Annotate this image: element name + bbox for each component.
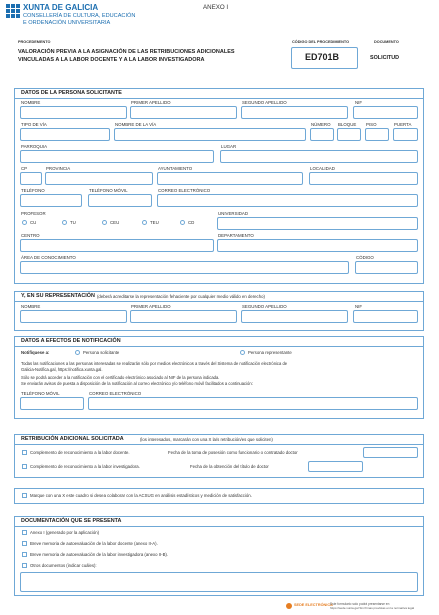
nombre-via-label: NOMBRE DE LA VÍA xyxy=(115,122,157,127)
doc-col-label: DOCUMENTO xyxy=(374,40,399,44)
retribution-docente-date-field[interactable] xyxy=(363,447,418,458)
prof-tu-label: TU xyxy=(70,220,76,225)
procedure-col-label: PROCEDEMENTO xyxy=(18,40,51,44)
prof-teu-label: TEU xyxy=(150,220,159,225)
code-col-label: CÓDIGO DEL PROCEDIMIENTO xyxy=(292,40,350,44)
nombre-label: NOMBRE xyxy=(21,100,41,105)
doc-memoria-docente-label: Breve memoria de autoevaluación de la labor docente (anexo II-A). xyxy=(30,541,158,546)
xunta-emblem-icon xyxy=(6,4,20,18)
procedure-code: ED701B xyxy=(305,52,340,62)
puerta-field[interactable] xyxy=(393,128,418,141)
notify-movil-label: TELÉFONO MÓVIL xyxy=(21,391,60,396)
doc-otros-field[interactable] xyxy=(20,572,418,592)
footer-note-1: Este formulario solo podrá presentarse en xyxy=(330,602,390,606)
prof-cd-label: CD xyxy=(188,220,195,225)
nif-label: NIF xyxy=(355,100,363,105)
bloque-label: BLOQUE xyxy=(338,122,357,127)
segundo-apellido-label: SEGUNDO APELLIDO xyxy=(242,100,287,105)
bloque-field[interactable] xyxy=(337,128,361,141)
nif-field[interactable] xyxy=(353,106,418,119)
retribution-investigadora-checkbox[interactable] xyxy=(22,464,27,469)
doc-type: SOLICITUD xyxy=(370,55,400,61)
documentation-title: DOCUMENTACIÓN QUE SE PRESENTA xyxy=(21,518,122,524)
piso-field[interactable] xyxy=(365,128,389,141)
centro-label: CENTRO xyxy=(21,233,40,238)
rep-segundo-apellido-label: SEGUNDO APELLIDO xyxy=(242,304,287,309)
prof-cu-label: CU xyxy=(30,220,37,225)
acsug-checkbox[interactable] xyxy=(22,493,27,498)
universidad-field[interactable] xyxy=(217,217,418,230)
applicant-title: DATOS DE LA PERSONA SOLICITANTE xyxy=(21,90,122,96)
piso-label: PISO xyxy=(366,122,377,127)
notify-solicitante-label: Persona solicitante xyxy=(83,350,120,355)
numero-label: NÚMERO xyxy=(311,122,331,127)
doc-memoria-docente-checkbox[interactable] xyxy=(22,541,27,546)
telefono-movil-field[interactable] xyxy=(88,194,152,207)
rep-primer-apellido-label: PRIMER APELLIDO xyxy=(131,304,171,309)
rep-nif-label: NIF xyxy=(355,304,363,309)
departamento-field[interactable] xyxy=(217,239,418,252)
centro-field[interactable] xyxy=(20,239,214,252)
area-label: ÁREA DE CONOCIMIENTO xyxy=(21,255,76,260)
retribution-docente-checkbox[interactable] xyxy=(22,450,27,455)
prof-ceu-radio[interactable] xyxy=(102,220,107,225)
doc-anexo-i-checkbox[interactable] xyxy=(22,530,27,535)
retribution-investigadora-date-field[interactable] xyxy=(308,461,363,472)
lugar-label: LUGAR xyxy=(221,144,237,149)
notify-solicitante-radio[interactable] xyxy=(75,350,80,355)
acsug-text: Marque con una X este cuadro si desea colaborar con la ACSUG en análisis estadísticos y medición de satisfacción. xyxy=(30,493,252,498)
lugar-field[interactable] xyxy=(220,150,418,163)
localidad-label: LOCALIDAD xyxy=(310,166,335,171)
area-field[interactable] xyxy=(20,261,349,274)
xunta-logo xyxy=(6,4,20,18)
prof-cd-radio[interactable] xyxy=(180,220,185,225)
localidad-field[interactable] xyxy=(309,172,418,185)
procedure-title-2: VINCULADAS A LA LABOR DOCENTE Y A LA LABOR INVESTIGADORA xyxy=(18,57,205,63)
doc-otros-label: Otros documentos (indicar cuáles): xyxy=(30,563,97,568)
cp-label: CP xyxy=(21,166,28,171)
notification-title: DATOS A EFECTOS DE NOTIFICACIÓN xyxy=(21,338,121,344)
representation-title: Y, EN SU REPRESENTACIÓN xyxy=(21,293,95,299)
doc-memoria-investigadora-label: Breve memoria de autoevaluación de la labor investigadora (anexo II-B). xyxy=(30,552,169,557)
annex-label: ANEXO I xyxy=(203,4,229,11)
prof-tu-radio[interactable] xyxy=(62,220,67,225)
rep-nombre-label: NOMBRE xyxy=(21,304,41,309)
retribution-title: RETRIBUCIÓN ADICIONAL SOLICITADA xyxy=(21,436,124,442)
parroquia-field[interactable] xyxy=(20,150,214,163)
primer-apellido-field[interactable] xyxy=(130,106,237,119)
notification-text-3: Sólo se podrá acceder a la notificación con el certificado electrónico asociado al NIF de la persona indicada. xyxy=(21,375,220,380)
notify-correo-label: CORREO ELECTRÓNICO xyxy=(89,391,142,396)
notify-to-label: Notifíquese a: xyxy=(21,350,50,355)
retribution-investigadora-date-label: Fecha de la obtención del título de doctor xyxy=(190,464,269,469)
prof-cu-radio[interactable] xyxy=(22,220,27,225)
prof-teu-radio[interactable] xyxy=(142,220,147,225)
retribution-docente-label: Complemento de reconocimiento a la labor docente. xyxy=(30,450,130,455)
codigo-label: CÓDIGO xyxy=(356,255,374,260)
doc-otros-checkbox[interactable] xyxy=(22,563,27,568)
primer-apellido-label: PRIMER APELLIDO xyxy=(131,100,171,105)
correo-field[interactable] xyxy=(157,194,418,207)
departamento-label: DEPARTAMENTO xyxy=(218,233,254,238)
telefono-movil-label: TELÉFONO MÓVIL xyxy=(89,188,128,193)
doc-anexo-i-label: Anexo I (generado por la aplicación) xyxy=(30,530,100,535)
notify-representante-radio[interactable] xyxy=(240,350,245,355)
provincia-label: PROVINCIA xyxy=(46,166,71,171)
parroquia-label: PARROQUIA xyxy=(21,144,48,149)
telefono-label: TELÉFONO xyxy=(21,188,45,193)
ayuntamiento-label: AYUNTAMIENTO xyxy=(158,166,193,171)
notify-correo-field[interactable] xyxy=(88,397,418,410)
notify-representante-label: Persona representante xyxy=(248,350,292,355)
ayuntamiento-field[interactable] xyxy=(157,172,303,185)
puerta-label: PUERTA xyxy=(394,122,412,127)
telefono-field[interactable] xyxy=(20,194,82,207)
sede-logo-text: SEDE ELECTRÓNICA xyxy=(294,603,333,607)
retribution-note: (los interesados, marcarán con una X la/s retribución/es que soliciten) xyxy=(140,437,273,442)
notify-movil-field[interactable] xyxy=(20,397,84,410)
notification-text-4: Se enviarán avisos de puesta a disposición de la notificación al correo electrónico y/o teléfono móvil facilitados a continuación: xyxy=(21,381,253,386)
org-name: XUNTA DE GALICIA xyxy=(23,3,99,12)
cp-field[interactable] xyxy=(20,172,42,185)
rep-nombre-field[interactable] xyxy=(20,310,127,323)
notification-text-1: Todas las notificaciones a las personas interesadas se realizarán sólo por medios electrónicos a través del Sistema de notificación electrónica de xyxy=(21,361,288,366)
dept-line-2: E ORDENACIÓN UNIVERSITARIA xyxy=(23,20,111,26)
tipo-via-field[interactable] xyxy=(20,128,110,141)
dept-line-1: CONSELLERÍA DE CULTURA, EDUCACIÓN xyxy=(23,13,136,19)
segundo-apellido-field[interactable] xyxy=(241,106,348,119)
provincia-field[interactable] xyxy=(45,172,153,185)
doc-memoria-investigadora-checkbox[interactable] xyxy=(22,552,27,557)
sede-logo-icon xyxy=(286,603,292,609)
notification-text-2: Galicia-Notifica.gal, https://notifica.xunta.gal. xyxy=(21,367,103,372)
nombre-via-field[interactable] xyxy=(114,128,306,141)
procedure-title-1: VALORACIÓN PREVIA A LA ASIGNACIÓN DE LAS RETRIBUCIONES ADICIONALES xyxy=(18,49,235,55)
nombre-field[interactable] xyxy=(20,106,127,119)
representation-note: (deberá acreditarse la representación fehaciente por cualquier medio válido en derecho) xyxy=(97,294,265,299)
universidad-label: UNIVERSIDAD xyxy=(218,211,249,216)
numero-field[interactable] xyxy=(310,128,334,141)
retribution-investigadora-label: Complemento de reconocimiento a la labor investigadora. xyxy=(30,464,140,469)
correo-label: CORREO ELECTRÓNICO xyxy=(158,188,211,193)
retribution-docente-date-label: Fecha de la toma de posesión como funcionario o contratado doctor xyxy=(168,450,298,455)
rep-segundo-apellido-field[interactable] xyxy=(241,310,348,323)
prof-ceu-label: CEU xyxy=(110,220,120,225)
footer-note-2: https://sede.xunta.gal Sin firmas previstas en la normativa legal xyxy=(330,606,415,610)
tipo-via-label: TIPO DE VÍA xyxy=(21,122,47,127)
rep-nif-field[interactable] xyxy=(353,310,418,323)
profesor-label: PROFESOR xyxy=(21,211,46,216)
codigo-field[interactable] xyxy=(355,261,418,274)
rep-primer-apellido-field[interactable] xyxy=(130,310,237,323)
